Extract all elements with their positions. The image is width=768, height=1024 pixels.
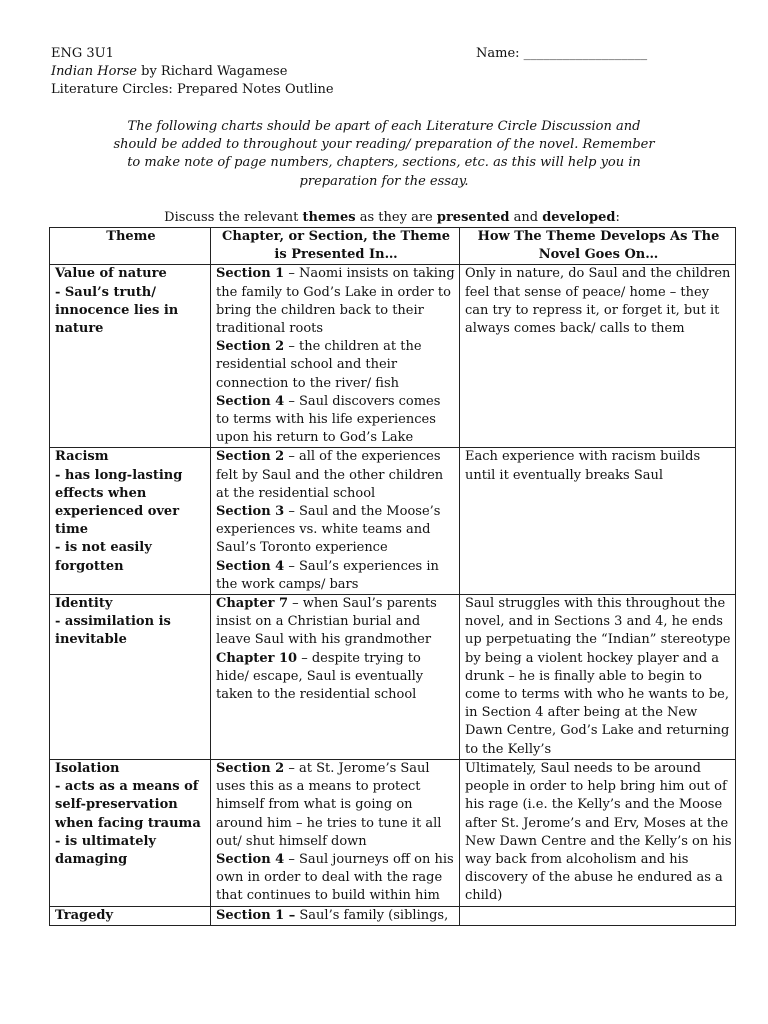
section-text: – at St. Jerome’s Saul uses this as a means to protect himself from what is going on around him – he tries to tune it all out/ shut himself down [216,760,442,849]
chapter-ref: Chapter 10 [216,650,298,666]
presented-entry [216,760,456,851]
theme-cell [50,448,211,595]
course-code: ENG 3U1 [51,46,114,61]
section-text: – Saul’s experiences in the work camps/ bars [216,558,439,592]
book-line [51,63,731,81]
presented-entry [216,558,456,594]
presented-entry [216,448,456,503]
theme-cell [50,906,211,925]
theme-note: - assimilation is inevitable [55,614,171,648]
chapter-ref: Chapter 7 [216,596,289,612]
name-field-label: Name: ___________________ [476,46,648,61]
develops-cell [460,906,736,925]
theme-name: Tragedy [55,907,114,923]
book-title: Indian Horse [51,64,137,80]
prompt-text: Discuss the relevant [164,210,303,225]
prompt-text: and [509,210,543,225]
instructions-paragraph: The following charts should be apart of each Literature Circle Discussion and should be added to throughout your reading/ preparation of the novel. Remember to make note of page numbers, chapters, sections, etc. as this will help you in preparation for the essay. [113,119,655,189]
prompt-keyword: themes [302,210,356,225]
presented-entry [216,338,456,393]
column-header-presented: Chapter, or Section, the Theme is Presented In… [211,228,460,265]
section-ref: Section 1 – [216,907,296,923]
section-ref: Section 2 [216,449,285,465]
section-ref: Section 4 [216,558,285,574]
section-ref: Section 1 [216,266,285,282]
presented-cell [211,595,460,760]
book-author: by Richard Wagamese [137,64,288,80]
prompt-keyword: developed [542,210,616,225]
prompt-text: as they are [355,210,437,225]
theme-note: - has long-lasting effects when experienced over time [55,467,183,538]
section-ref: Section 2 [216,760,285,776]
presented-cell [211,759,460,906]
section-text: – Saul and the Moose’s experiences vs. white teams and Saul’s Toronto experience [216,504,441,556]
table-row [50,595,736,760]
presented-entry [216,503,456,558]
table-row [50,759,736,906]
table-row [50,448,736,595]
theme-cell [50,759,211,906]
document-header [51,45,731,100]
theme-name: Value of nature [55,266,167,282]
develops-cell: Saul struggles with this throughout the novel, and in Sections 3 and 4, he ends up perpetuating the “Indian” stereotype by being a violent hockey player and a drunk – he is finally able to begin to come to terms with who he wants to be, in Section 4 after being at the New Dawn Centre, God’s Lake and returning to the Kelly’s [460,595,736,760]
chapter-text: – despite trying to hide/ escape, Saul is eventually taken to the residential school [216,650,424,703]
develops-cell: Each experience with racism builds until it eventually breaks Saul [460,448,736,595]
section-text: – Naomi insists on taking the family to God’s Lake in order to bring the children back to their traditional roots [216,266,455,337]
section-ref: Section 4 [216,393,285,409]
theme-name: Isolation [55,760,120,776]
theme-cell [50,595,211,760]
section-text: – all of the experiences felt by Saul and the other children at the residential school [216,449,444,501]
develops-cell: Ultimately, Saul needs to be around people in order to help bring him out of his rage (i.e. the Kelly’s and the Moose after St. Jerome’s and Erv, Moses at the New Dawn Centre and the Kelly’s on his way back from alcoholism and his discovery of the abuse he endured as a child) [460,759,736,906]
develops-cell: Only in nature, do Saul and the children feel that sense of peace/ home – they can try to repress it, or forget it, but it always comes back/ calls to them [460,265,736,448]
prompt-keyword: presented [436,210,510,225]
presented-entry [216,265,456,338]
presented-cell [211,265,460,448]
theme-note: - is not easily forgotten [55,540,152,574]
presented-entry [216,907,456,925]
table-header-row [50,228,736,265]
column-header-theme: Theme [50,228,211,265]
table-row [50,265,736,448]
presented-entry [216,595,456,650]
section-ref: Section 4 [216,851,285,867]
presented-entry [216,851,456,906]
presented-cell [211,448,460,595]
theme-name: Identity [55,596,113,612]
chapter-text: – when Saul’s parents insist on a Christian burial and leave Saul with his grandmother [216,596,437,648]
section-text: – Saul discovers comes to terms with his life experiences upon his return to God’s Lake [216,393,441,446]
section-text: Saul’s family (siblings, [295,907,449,923]
section-ref: Section 3 [216,504,285,520]
presented-entry [216,650,456,705]
theme-cell [50,265,211,448]
section-text: – the children at the residential school and their connection to the river/ fish [216,339,422,391]
presented-cell [211,906,460,925]
theme-name: Racism [55,449,109,465]
theme-note: - acts as a means of self-preservation when facing trauma [55,779,201,831]
themes-table [49,227,736,926]
discussion-prompt [50,209,734,227]
section-text: – Saul journeys off on his own in order to deal with the rage that continues to build within him [216,851,454,904]
theme-note: - is ultimately damaging [55,833,156,867]
column-header-develops: How The Theme Develops As The Novel Goes On… [460,228,736,265]
table-row [50,906,736,925]
presented-entry [216,393,456,448]
prompt-text: : [615,210,620,225]
theme-note: - Saul’s truth/ innocence lies in nature [55,284,179,337]
section-ref: Section 2 [216,339,285,355]
document-subtitle: Literature Circles: Prepared Notes Outline [51,82,334,98]
